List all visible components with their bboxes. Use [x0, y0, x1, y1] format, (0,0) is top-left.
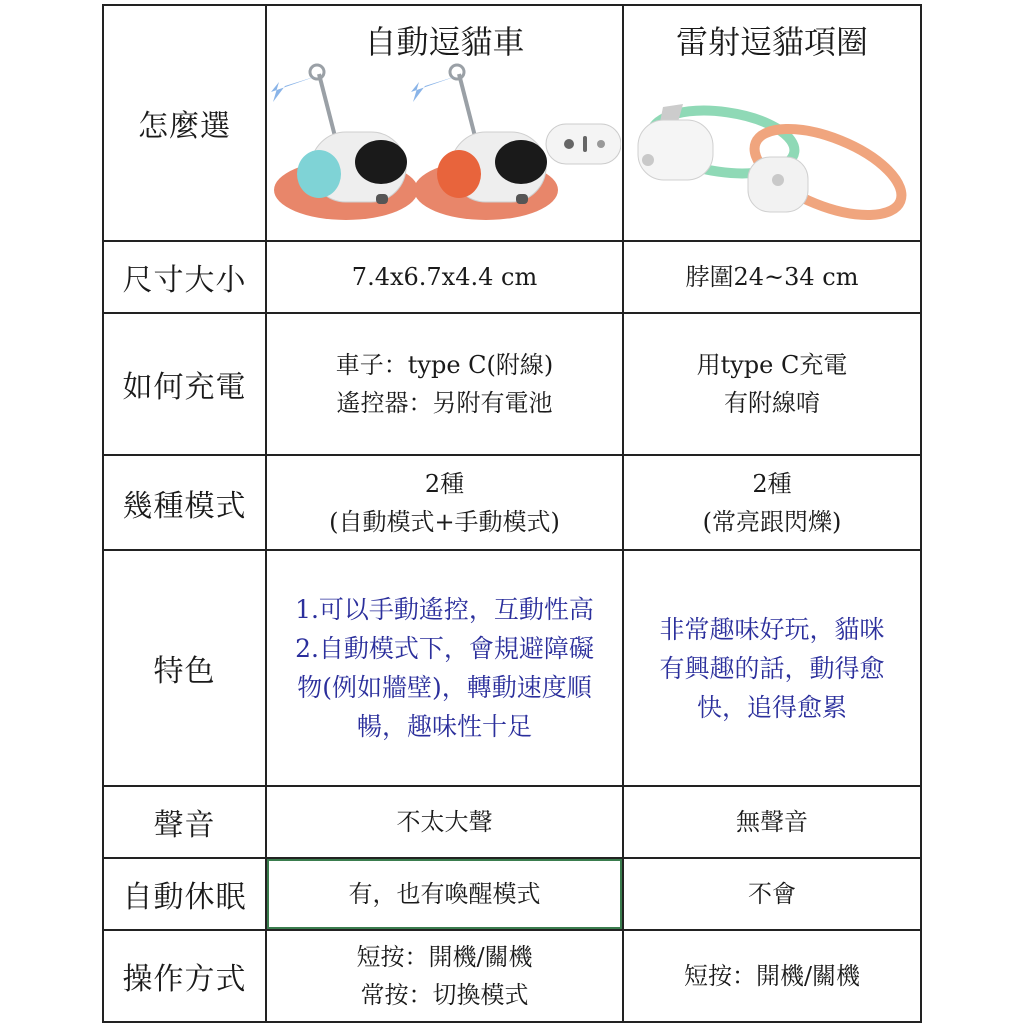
- auto-sleep-b: 不會: [623, 858, 921, 930]
- size-a: 7.4x6.7x4.4 cm: [266, 241, 623, 313]
- charging-a: 車子：type C(附線) 遙控器：另附有電池: [266, 313, 623, 455]
- features-b: 非常趣味好玩，貓咪 有興趣的話，動得愈 快，追得愈累: [623, 550, 921, 786]
- row-label-charging: 如何充電: [103, 313, 266, 455]
- table-row: [103, 455, 921, 550]
- product-b-title: 雷射逗貓項圈: [675, 22, 868, 61]
- cat-toy-car-image: [271, 62, 621, 237]
- sound-a: 不太大聲: [266, 786, 623, 858]
- sound-b: 無聲音: [623, 786, 921, 858]
- operation-a: 短按：開機/關機 常按：切換模式: [266, 930, 623, 1022]
- table-row: [103, 786, 921, 858]
- table-row: [103, 313, 921, 455]
- features-a: 1.可以手動遙控，互動性高 2.自動模式下，會規避障礙 物(例如牆壁)，轉動速度順 暢，趣味性十足: [266, 550, 623, 786]
- product-a-title: 自動逗貓車: [364, 22, 525, 61]
- modes-b: 2種 (常亮跟閃爍): [623, 455, 921, 550]
- size-b: 脖圍24~34 cm: [623, 241, 921, 313]
- product-b-header: [623, 5, 921, 241]
- modes-a: 2種 (自動模式+手動模式): [266, 455, 623, 550]
- table-row: [103, 930, 921, 1022]
- product-a-header: [266, 5, 623, 241]
- auto-sleep-a: 有，也有喚醒模式: [266, 858, 623, 930]
- header-row: [103, 5, 921, 241]
- row-label-how-to-choose: 怎麼選: [103, 5, 266, 241]
- table-row: [103, 550, 921, 786]
- row-label-auto-sleep: 自動休眠: [103, 858, 266, 930]
- row-label-features: 特色: [103, 550, 266, 786]
- comparison-table: [102, 4, 922, 1023]
- row-label-size: 尺寸大小: [103, 241, 266, 313]
- charging-b: 用type C充電 有附線唷: [623, 313, 921, 455]
- operation-b: 短按：開機/關機: [623, 930, 921, 1022]
- row-label-sound: 聲音: [103, 786, 266, 858]
- laser-collar-image: [628, 62, 918, 237]
- row-label-modes: 幾種模式: [103, 455, 266, 550]
- row-label-operation: 操作方式: [103, 930, 266, 1022]
- table-row: [103, 241, 921, 313]
- table-row: [103, 858, 921, 930]
